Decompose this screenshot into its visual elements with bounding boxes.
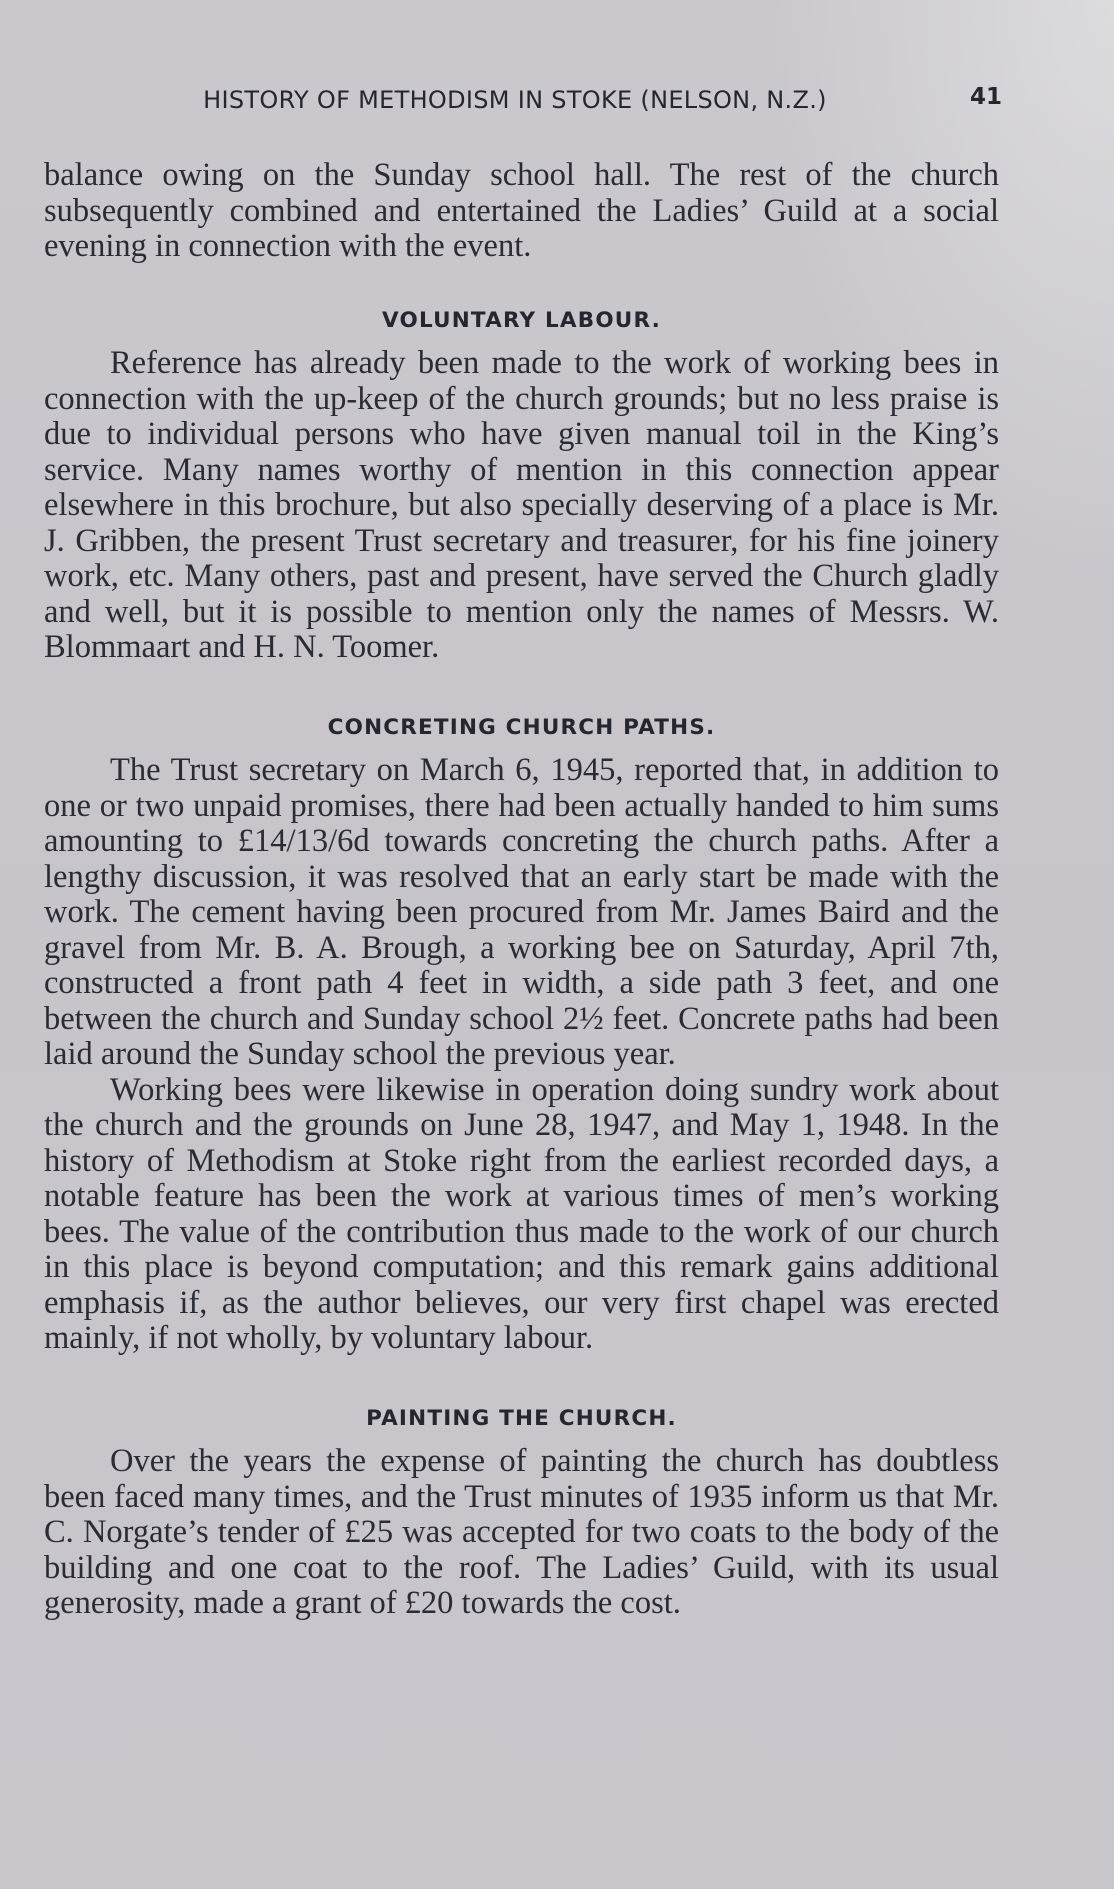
painting-paragraph: Over the years the expense of painting the church has doubtless been faced many times, and the Trust minutes of 1935 inform us that Mr. C. Norgate’s tender of £25 was accepted for two coats to the body of the building and one coat to the roof. The Ladies’ Guild, with its usual generosity, made a grant of £20 towards the cost.	[44, 1443, 999, 1621]
heading-voluntary-labour: VOLUNTARY LABOUR.	[382, 307, 661, 333]
running-title: HISTORY OF METHODISM IN STOKE (NELSON, N.Z.)	[203, 86, 827, 114]
voluntary-labour-paragraph: Reference has already been made to the work of working bees in connection with the up-keep of the church grounds; but no less praise is due to individual persons who have given manual toil in the King’s service. Many names worthy of mention in this connection appear elsewhere in this brochure, but also specially deserving of a place is Mr. J. Gribben, the present Trust secretary and treasurer, for his fine joinery work, etc. Many others, past and present, have served the Church gladly and well, but it is possible to mention only the names of Messrs. W. Blommaart and H. N. Toomer.	[44, 345, 999, 665]
intro-paragraph: balance owing on the Sunday school hall. The rest of the church subsequently combined and entertained the Ladies’ Guild at a social evening in connection with the event.	[44, 157, 999, 264]
heading-concreting-church-paths: CONCRETING CHURCH PATHS.	[327, 714, 716, 740]
heading-painting-the-church: PAINTING THE CHURCH.	[366, 1405, 677, 1431]
concreting-paragraph-2: Working bees were likewise in operation doing sundry work about the church and the grounds on June 28, 1947, and May 1, 1948. In the history of Methodism at Stoke right from the earliest recorded days, a notable feature has been the work at various times of men’s working bees. The value of the contribution thus made to the work of our church in this place is beyond computation; and this remark gains additional emphasis if, as the author believes, our very first chapel was erected mainly, if not wholly, by voluntary labour.	[44, 1071, 999, 1356]
page-number: 41	[970, 84, 1003, 110]
concreting-paragraph-1: The Trust secretary on March 6, 1945, reported that, in addition to one or two unpaid promises, there had been actually handed to him sums amounting to £14/13/6d towards concreting the church paths. After a lengthy discussion, it was resolved that an early start be made with the work. The cement having been procured from Mr. James Baird and the gravel from Mr. B. A. Brough, a working bee on Saturday, April 7th, constructed a front path 4 feet in width, a side path 3 feet, and one between the church and Sunday school 2½ feet. Concrete paths had been laid around the Sunday school the previous year.	[44, 752, 999, 1072]
body-text	[44, 158, 999, 1622]
